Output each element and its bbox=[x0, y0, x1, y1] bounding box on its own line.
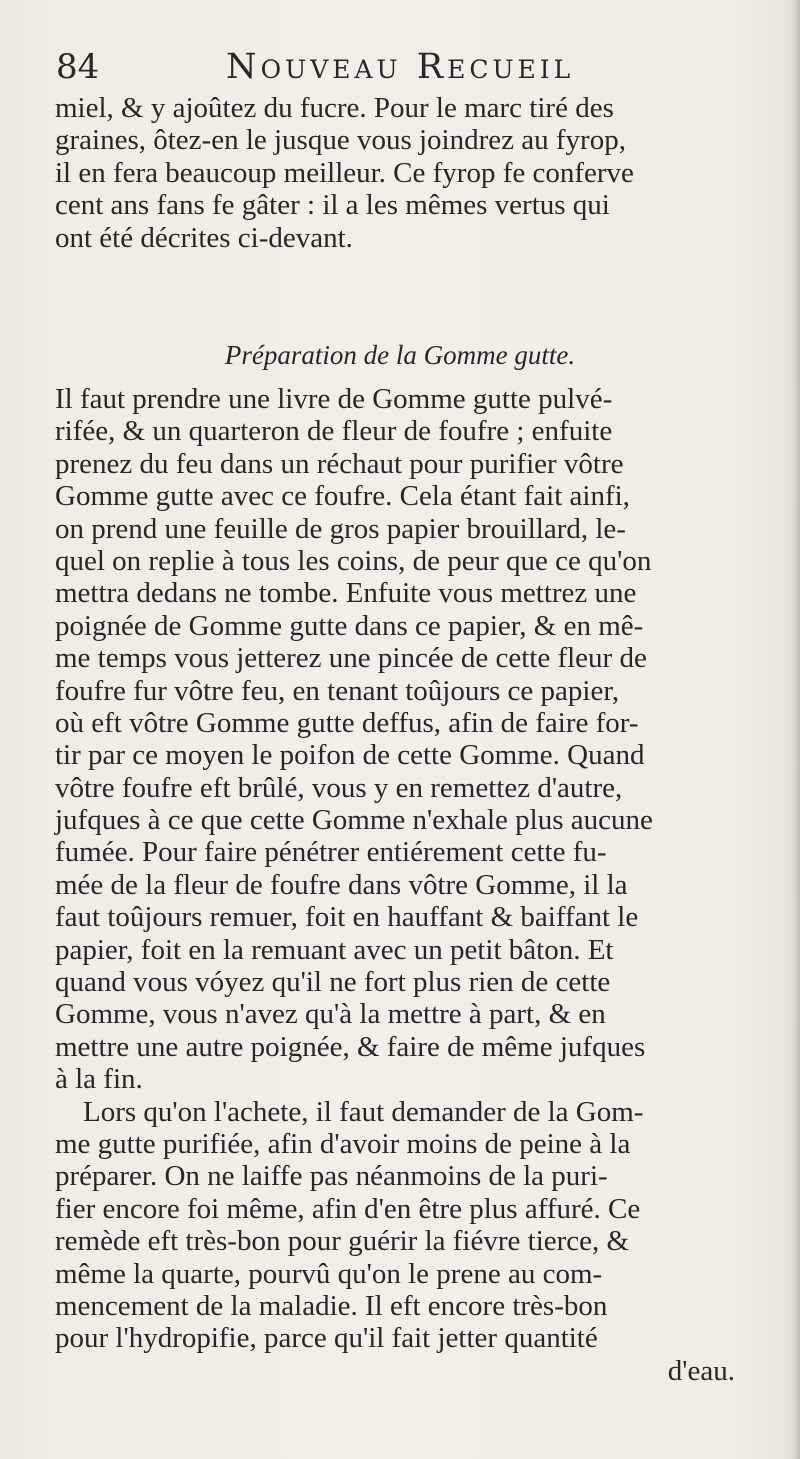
text-line: remède eft très-bon pour guérir la fiévre tierce, & bbox=[55, 1225, 630, 1258]
paragraph-1 bbox=[55, 92, 775, 254]
text-line: on prend une feuille de gros papier brouillard, le- bbox=[55, 512, 626, 545]
page-edge-shadow bbox=[790, 0, 800, 1459]
text-line: jufques à ce que cette Gomme n'exhale plus aucune bbox=[55, 804, 653, 837]
text-line: miel, & y ajoûtez du fucre. Pour le marc tiré des bbox=[55, 92, 614, 124]
text-line: mée de la fleur de foufre dans vôtre Gomme, il la bbox=[55, 868, 628, 901]
page-header bbox=[56, 44, 756, 90]
text-line: à la fin. bbox=[55, 1063, 143, 1096]
text-line: fumée. Pour faire pénétrer entiérement cette fu- bbox=[55, 836, 607, 869]
text-line: quand vous vóyez qu'il ne fort plus rien de cette bbox=[55, 966, 611, 999]
text-line: me gutte purifiée, afin d'avoir moins de peine à la bbox=[55, 1127, 631, 1160]
text-line: graines, ôtez-en le jusque vous joindrez au fyrop, bbox=[55, 124, 626, 157]
text-line: faut toûjours remuer, foit en hauffant & baiffant le bbox=[55, 901, 639, 934]
catchword: d'eau. bbox=[667, 1354, 735, 1387]
text-line: où eft vôtre Gomme gutte deffus, afin de faire for- bbox=[55, 706, 639, 739]
text-line: tir par ce moyen le poifon de cette Gomme. Quand bbox=[55, 739, 645, 772]
text-line: pour l'hydropifie, parce qu'il fait jetter quantité bbox=[55, 1322, 598, 1355]
text-line: prenez du feu dans un réchaut pour purifier vôtre bbox=[55, 447, 624, 480]
running-title: Nouveau Recueil bbox=[226, 47, 575, 87]
spacer bbox=[55, 355, 775, 383]
text-line: Lors qu'on l'achete, il faut demander de la Gom- bbox=[83, 1095, 644, 1128]
text-line: me temps vous jetterez une pincée de cette fleur de bbox=[55, 642, 647, 675]
text-line: ont été décrites ci-devant. bbox=[55, 221, 353, 254]
text-line: mencement de la maladie. Il eft encore très-bon bbox=[55, 1289, 608, 1322]
text-line: papier, foit en la remuant avec un petit bâton. Et bbox=[55, 933, 614, 966]
text-line: quel on replie à tous les coins, de peur que ce qu'on bbox=[55, 544, 652, 577]
text-line: cent ans fans fe gâter : il a les mêmes vertus qui bbox=[55, 189, 610, 222]
text-line: Gomme gutte avec ce foufre. Cela étant fait ainfi, bbox=[55, 480, 630, 513]
text-line: rifée, & un quarteron de fleur de foufre ; enfuite bbox=[55, 415, 613, 448]
text-line: même la quarte, pourvû qu'on le prene au com- bbox=[55, 1257, 603, 1290]
text-line: il en fera beaucoup meilleur. Ce fyrop fe conferve bbox=[55, 156, 634, 189]
text-line: mettra dedans ne tombe. Enfuite vous mettrez une bbox=[55, 577, 637, 610]
text-line: mettre une autre poignée, & faire de même jufques bbox=[55, 1030, 646, 1063]
page-number: 84 bbox=[56, 47, 100, 87]
text-line: Gomme, vous n'avez qu'à la mettre à part, & en bbox=[55, 998, 606, 1031]
body-text bbox=[55, 355, 775, 1387]
section-heading: Préparation de la Gomme gutte. bbox=[224, 340, 576, 370]
text-line: préparer. On ne laiffe pas néanmoins de la puri- bbox=[55, 1160, 608, 1193]
text-line: fier encore foi même, afin d'en être plus affuré. Ce bbox=[55, 1192, 641, 1225]
text-line: Il faut prendre une livre de Gomme gutte pulvé- bbox=[55, 383, 613, 415]
text-line: foufre fur vôtre feu, en tenant toûjours ce papier, bbox=[55, 674, 620, 707]
text-line: vôtre foufre eft brûlé, vous y en remettez d'autre, bbox=[55, 771, 623, 804]
text-line: poignée de Gomme gutte dans ce papier, & en mê- bbox=[55, 609, 644, 642]
